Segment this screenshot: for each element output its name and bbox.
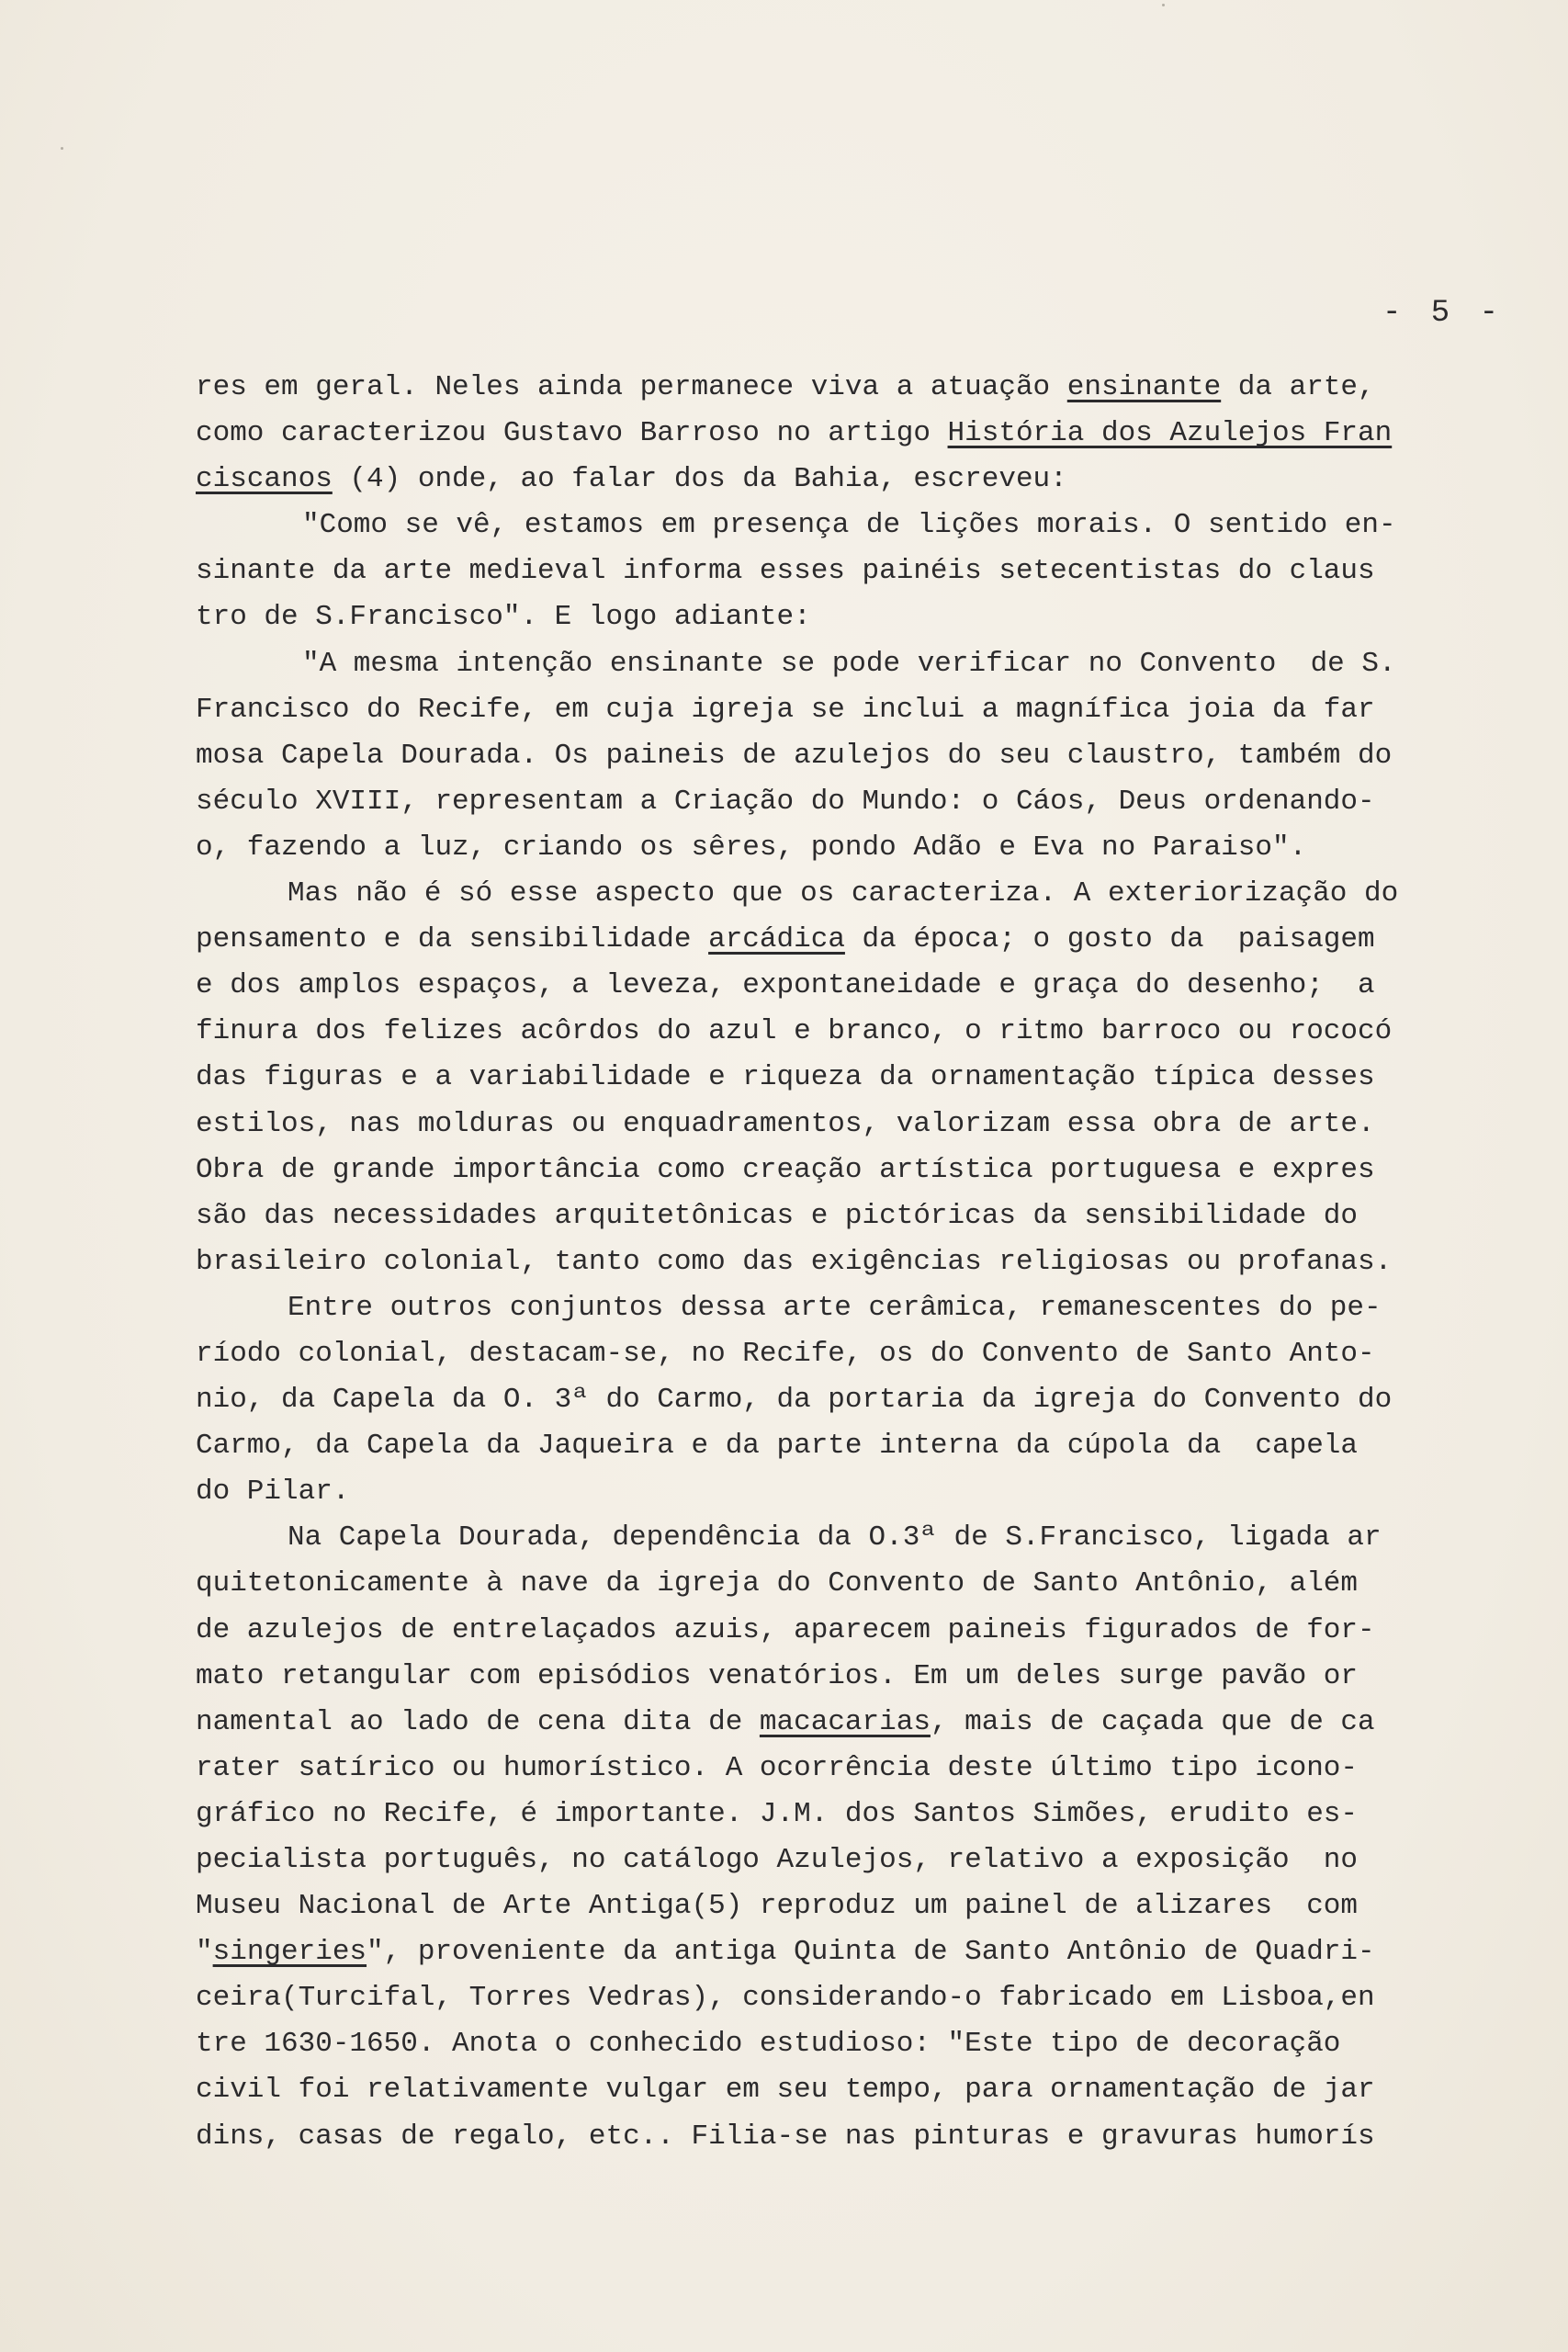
text-line (196, 1654, 1477, 1700)
underlined-text: macacarias (759, 1705, 931, 1738)
page-number: - 5 - (1382, 296, 1505, 331)
text-line (196, 1239, 1477, 1285)
text-line (196, 1331, 1477, 1377)
text-line (196, 365, 1477, 411)
text-line (196, 1883, 1477, 1929)
text-run: Mas não é só esse aspecto que os caracteriza. A exteriorização do (288, 877, 1399, 910)
text-line (196, 1746, 1477, 1792)
text-run: Francisco do Recife, em cuja igreja se inclui a magnífica joia da far (196, 693, 1375, 726)
text-run: Obra de grande importância como creação artística portuguesa e expres (196, 1153, 1375, 1186)
text-line (196, 1055, 1477, 1101)
text-run: do Pilar. (196, 1476, 350, 1509)
text-run: mosa Capela Dourada. Os paineis de azulejos do seu claustro, também do (196, 739, 1393, 772)
text-line (196, 1608, 1477, 1654)
underlined-text: arcádica (708, 923, 845, 956)
underlined-text: História dos Azulejos Fran (947, 417, 1393, 450)
text-run: da arte, (1221, 371, 1375, 403)
text-line (196, 1792, 1477, 1838)
text-line (196, 871, 1477, 917)
text-line (196, 1975, 1477, 2021)
text-line (196, 594, 1477, 640)
text-run: Carmo, da Capela da Jaqueira e da parte interna da cúpola da capela (196, 1430, 1359, 1463)
text-run: brasileiro colonial, tanto como das exigências religiosas ou profanas. (196, 1245, 1393, 1278)
text-line (196, 733, 1477, 779)
text-run: civil foi relativamente vulgar em seu tempo, para ornamentação de jar (196, 2074, 1375, 2107)
text-run: Entre outros conjuntos dessa arte cerâmica, remanescentes do pe- (288, 1291, 1382, 1324)
text-line (196, 1009, 1477, 1055)
text-line (196, 1193, 1477, 1239)
text-run: Na Capela Dourada, dependência da O.3ª de S.Francisco, ligada ar (288, 1521, 1382, 1555)
text-line (196, 1561, 1477, 1607)
text-run: "A mesma intenção ensinante se pode verificar no Convento de S. (302, 647, 1396, 680)
text-line (196, 1515, 1477, 1561)
text-run: tro de S.Francisco". E logo adiante: (196, 601, 811, 634)
text-run: gráfico no Recife, é importante. J.M. dos Santos Simões, erudito es- (196, 1797, 1359, 1830)
text-run: pecialista português, no catálogo Azulejos, relativo a exposição no (196, 1844, 1359, 1876)
text-run: como caracterizou Gustavo Barroso no artigo (196, 417, 948, 450)
text-run: século XVIII, representam a Criação do Mundo: o Cáos, Deus ordenando- (196, 785, 1375, 818)
text-run: nio, da Capela da O. 3ª do Carmo, da portaria da igreja do Convento do (196, 1384, 1393, 1417)
text-line (196, 917, 1477, 963)
text-run: quitetonicamente à nave da igreja do Convento de Santo Antônio, além (196, 1567, 1359, 1600)
text-run: estilos, nas molduras ou enquadramentos, valorizam essa obra de arte. (196, 1107, 1375, 1140)
text-run: e dos amplos espaços, a leveza, expontaneidade e graça do desenho; a (196, 969, 1375, 1002)
text-line (196, 2021, 1477, 2067)
text-run: tre 1630-1650. Anota o conhecido estudioso: "Este tipo de decoração (196, 2028, 1341, 2061)
text-run: Museu Nacional de Arte Antiga(5) reproduz um painel de alizares com (196, 1890, 1359, 1923)
text-line (196, 1102, 1477, 1148)
text-run: ceira(Turcifal, Torres Vedras), considerando-o fabricado em Lisboa,en (196, 1982, 1375, 2015)
text-run: namental ao lado de cena dita de (196, 1705, 760, 1738)
text-line (196, 548, 1477, 594)
text-line (196, 457, 1477, 503)
text-run: "Como se vê, estamos em presença de lições morais. O sentido en- (302, 509, 1396, 542)
text-line (196, 963, 1477, 1009)
text-line (196, 1929, 1477, 1975)
text-line (196, 2114, 1477, 2160)
text-line (196, 1423, 1477, 1469)
text-run: o, fazendo a luz, criando os sêres, pondo Adão e Eva no Paraiso". (196, 831, 1307, 864)
underlined-text: ensinante (1066, 371, 1222, 403)
text-line (196, 1700, 1477, 1746)
text-run: pensamento e da sensibilidade (196, 923, 709, 956)
text-line (196, 411, 1477, 457)
text-line (196, 1148, 1477, 1193)
text-run: de azulejos de entrelaçados azuis, aparecem paineis figurados de for- (196, 1613, 1375, 1646)
text-line (196, 2067, 1477, 2113)
text-run: " (196, 1936, 213, 1969)
underlined-text: ciscanos (196, 463, 333, 496)
text-line (196, 1377, 1477, 1423)
text-line (196, 503, 1477, 548)
text-line (196, 1285, 1477, 1331)
text-run: sinante da arte medieval informa esses painéis setecentistas do claus (196, 555, 1375, 588)
text-run: são das necessidades arquitetônicas e pictóricas da sensibilidade do (196, 1199, 1359, 1232)
text-run: finura dos felizes acôrdos do azul e branco, o ritmo barroco ou rococó (196, 1015, 1393, 1048)
paper-speck (61, 147, 63, 150)
text-run: , mais de caçada que de ca (930, 1705, 1375, 1738)
text-run: rater satírico ou humorístico. A ocorrência deste último tipo icono- (196, 1751, 1359, 1784)
text-run: das figuras e a variabilidade e riqueza da ornamentação típica desses (196, 1061, 1375, 1094)
text-line (196, 825, 1477, 871)
text-run: dins, casas de regalo, etc.. Filia-se nas pinturas e gravuras humorís (196, 2120, 1375, 2153)
text-line (196, 1469, 1477, 1515)
text-run: da época; o gosto da paisagem (844, 923, 1375, 956)
text-line (196, 779, 1477, 825)
text-run: ríodo colonial, destacam-se, no Recife, os do Convento de Santo Anto- (196, 1337, 1375, 1370)
text-line (196, 641, 1477, 687)
text-run: ", proveniente da antiga Quinta de Santo Antônio de Quadri- (367, 1936, 1375, 1969)
text-run: res em geral. Neles ainda permanece viva a atuação (196, 371, 1067, 403)
paper-speck (1162, 4, 1165, 6)
text-run: (4) onde, ao falar dos da Bahia, escreveu: (332, 463, 1067, 496)
text-line (196, 687, 1477, 733)
underlined-text: singeries (212, 1936, 367, 1969)
typewritten-text-block (196, 365, 1477, 2160)
text-run: mato retangular com episódios venatórios. Em um deles surge pavão or (196, 1659, 1359, 1692)
text-line (196, 1838, 1477, 1883)
